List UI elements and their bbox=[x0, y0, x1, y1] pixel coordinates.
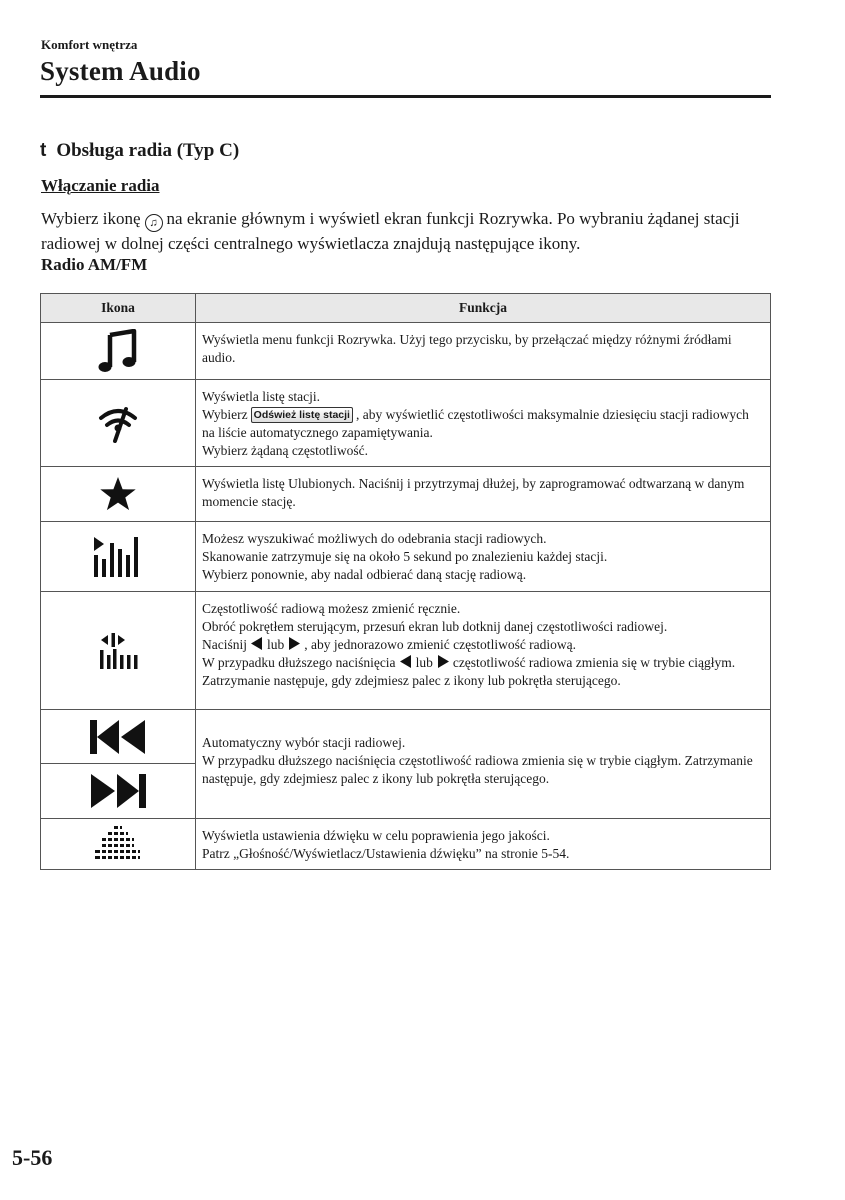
table-row bbox=[41, 710, 771, 764]
radio-label: Radio AM/FM bbox=[41, 255, 148, 274]
triangle-right-icon bbox=[437, 655, 449, 668]
page-title: System Audio bbox=[40, 56, 201, 86]
scan-icon bbox=[92, 535, 144, 579]
function-cell bbox=[196, 323, 771, 380]
icon-function-table bbox=[40, 293, 771, 870]
function-text bbox=[202, 654, 764, 690]
function-text: Możesz wyszukiwać możliwych do odebrania stacji radiowych. bbox=[202, 531, 547, 546]
sound-settings-icon bbox=[93, 824, 143, 864]
function-text: Wybierz ponownie, aby nadal odbierać daną stację radiową. bbox=[202, 567, 527, 582]
function-text bbox=[202, 636, 764, 654]
function-text: Wyświetla listę stacji. bbox=[202, 389, 321, 404]
radio-antenna-icon bbox=[98, 403, 138, 443]
function-text bbox=[202, 406, 764, 442]
function-cell bbox=[196, 819, 771, 870]
function-cell bbox=[196, 522, 771, 592]
function-text: W przypadku dłuższego naciśnięcia częstotliwość radiowa zmienia się w trybie ciągłym. Zatrzymanie następuje, gdy zdejmiesz palec z ikony lub pokrętła sterującego. bbox=[202, 753, 753, 786]
table-row bbox=[41, 467, 771, 522]
function-text: Wyświetla ustawienia dźwięku w celu poprawienia jego jakości. bbox=[202, 828, 550, 843]
text-fragment: Naciśnij bbox=[202, 637, 247, 652]
seek-forward-icon bbox=[89, 773, 147, 809]
function-cell bbox=[196, 710, 771, 819]
star-icon bbox=[99, 476, 137, 512]
icon-cell bbox=[41, 710, 196, 764]
table-header-row bbox=[41, 294, 771, 323]
intro-text-1: Wybierz ikonę bbox=[41, 209, 141, 228]
table-row bbox=[41, 323, 771, 380]
triangle-right-icon bbox=[288, 637, 300, 650]
text-fragment: częstotliwość radiowa zmienia się w trybie ciągłym. Zatrzymanie następuje, gdy zdejmiesz palec z ikony lub pokrętła sterującego. bbox=[202, 655, 736, 688]
subsection-heading bbox=[40, 140, 239, 162]
text-fragment: lub bbox=[415, 655, 433, 670]
function-text: Wyświetla menu funkcji Rozrywka. Użyj tego przycisku, by przełączać między różnymi źródłami audio. bbox=[202, 332, 732, 365]
table-row bbox=[41, 592, 771, 710]
table-row bbox=[41, 819, 771, 870]
text-fragment: W przypadku dłuższego naciśnięcia bbox=[202, 655, 396, 670]
title-rule bbox=[40, 95, 771, 98]
subhead: Włączanie radia bbox=[41, 176, 160, 195]
function-text: Skanowanie zatrzymuje się na około 5 sekund po znalezieniu każdej stacji. bbox=[202, 549, 608, 564]
triangle-left-icon bbox=[400, 655, 412, 668]
icon-cell bbox=[41, 522, 196, 592]
refresh-station-list-button[interactable]: Odśwież listę stacji bbox=[251, 407, 353, 423]
text-fragment: , aby jednorazowo zmienić częstotliwość radiową. bbox=[304, 637, 577, 652]
table-row bbox=[41, 380, 771, 467]
function-text: Automatyczny wybór stacji radiowej. bbox=[202, 735, 406, 750]
function-cell bbox=[196, 467, 771, 522]
function-text: Wybierz żądaną częstotliwość. bbox=[202, 443, 368, 458]
table-row bbox=[41, 522, 771, 592]
icon-cell bbox=[41, 467, 196, 522]
intro-text-2: na ekranie głównym i wyświetl ekran funkcji Rozrywka. Po wybraniu żądanej stacji radiowej w dolnej części centralnego wyświetlacza znajdują następujące ikony. bbox=[41, 209, 740, 253]
intro-paragraph bbox=[41, 207, 781, 255]
function-text: Patrz „Głośność/Wyświetlacz/Ustawienia dźwięku” na stronie 5-54. bbox=[202, 846, 570, 861]
header-icon: Ikona bbox=[41, 294, 196, 323]
function-cell bbox=[196, 380, 771, 467]
icon-cell bbox=[41, 592, 196, 710]
music-note-icon bbox=[98, 329, 138, 373]
seek-back-icon bbox=[89, 719, 147, 755]
icon-cell bbox=[41, 764, 196, 819]
manual-tune-icon bbox=[97, 631, 139, 671]
function-text: Obróć pokrętłem sterującym, przesuń ekran lub dotknij danej częstotliwości radiowej. bbox=[202, 619, 668, 634]
page-number: 5-56 bbox=[12, 1145, 53, 1170]
icon-cell bbox=[41, 380, 196, 467]
header-function: Funkcja bbox=[196, 294, 771, 323]
icon-cell bbox=[41, 819, 196, 870]
function-text: Częstotliwość radiową możesz zmienić ręcznie. bbox=[202, 601, 461, 616]
text-fragment: , aby wyświetlić częstotliwości maksymalnie dziesięciu stacji radiowych na liście automatycznego zapamiętywania. bbox=[202, 407, 749, 440]
section-label: Komfort wnętrza bbox=[41, 37, 138, 52]
function-text: Wyświetla listę Ulubionych. Naciśnij i przytrzymaj dłużej, by zaprogramować odtwarzaną w danym momencie stację. bbox=[202, 476, 745, 509]
function-cell bbox=[196, 592, 771, 710]
subsection-title: Obsługa radia (Typ C) bbox=[56, 140, 240, 161]
icon-cell bbox=[41, 323, 196, 380]
text-fragment: Wybierz bbox=[202, 407, 248, 422]
music-note-inline-icon: ♫ bbox=[145, 214, 163, 232]
bullet-marker: t bbox=[40, 140, 47, 161]
triangle-left-icon bbox=[251, 637, 263, 650]
text-fragment: lub bbox=[267, 637, 285, 652]
